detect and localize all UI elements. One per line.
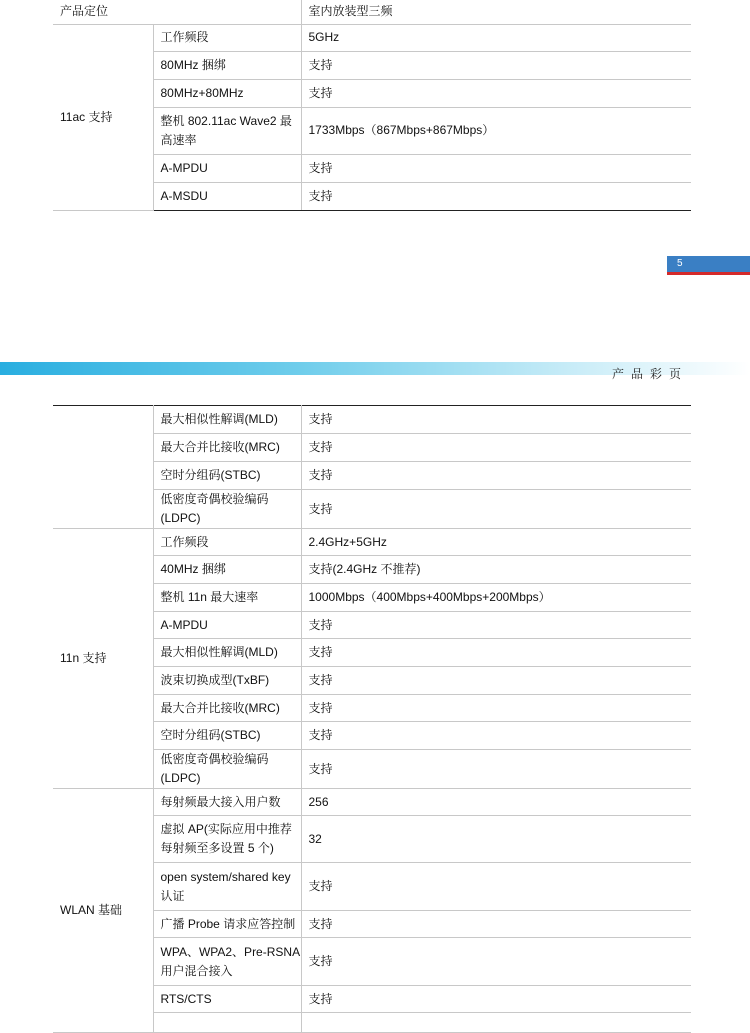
feature-cell: 空时分组码(STBC) (153, 462, 301, 490)
table-row (53, 789, 691, 816)
feature-cell: 低密度奇偶校验编码(LDPC) (153, 490, 301, 529)
spec-table-11n-wlan (53, 405, 691, 1033)
value-cell: 32 (301, 816, 691, 863)
table-row (53, 406, 691, 434)
feature-cell: 空时分组码(STBC) (153, 722, 301, 750)
feature-cell: 最大合并比接收(MRC) (153, 434, 301, 462)
table-row (53, 24, 691, 51)
feature-cell: 80MHz+80MHz (153, 79, 301, 107)
feature-cell: 40MHz 捆绑 (153, 556, 301, 584)
feature-cell: 波束切换成型(TxBF) (153, 667, 301, 695)
value-cell: 1733Mbps（867Mbps+867Mbps） (301, 107, 691, 154)
value-cell: 5GHz (301, 24, 691, 51)
product-position-label: 产品定位 (53, 0, 301, 24)
page-number-underline (667, 272, 750, 275)
feature-cell: 工作频段 (153, 529, 301, 556)
value-cell: 支持 (301, 462, 691, 490)
feature-cell: 最大相似性解调(MLD) (153, 639, 301, 667)
header-title: 产品彩页 (611, 367, 688, 381)
value-cell: 支持 (301, 750, 691, 789)
value-cell: 支持 (301, 667, 691, 695)
product-position-value: 室内放装型三频 (301, 0, 691, 24)
feature-cell: A-MPDU (153, 154, 301, 182)
value-cell: 支持 (301, 79, 691, 107)
feature-cell: 80MHz 捆绑 (153, 51, 301, 79)
feature-cell: 整机 11n 最大速率 (153, 584, 301, 612)
feature-cell: 虚拟 AP(实际应用中推荐每射频至多设置 5 个) (153, 816, 301, 863)
feature-cell: 广播 Probe 请求应答控制 (153, 911, 301, 938)
group-wlan-label: WLAN 基础 (53, 789, 153, 1033)
value-cell: 支持 (301, 986, 691, 1013)
value-cell: 支持 (301, 51, 691, 79)
value-cell: 支持 (301, 911, 691, 938)
table-row (53, 529, 691, 556)
value-cell: 支持 (301, 182, 691, 210)
value-cell: 256 (301, 789, 691, 816)
feature-cell: A-MPDU (153, 612, 301, 639)
value-cell: 支持(2.4GHz 不推荐) (301, 556, 691, 584)
value-cell: 支持 (301, 490, 691, 529)
value-cell: 支持 (301, 154, 691, 182)
feature-cell: RTS/CTS (153, 986, 301, 1013)
table-header-row (53, 0, 691, 24)
value-cell: 支持 (301, 695, 691, 722)
feature-cell: 低密度奇偶校验编码(LDPC) (153, 750, 301, 789)
feature-cell (153, 1013, 301, 1033)
feature-cell: 最大相似性解调(MLD) (153, 406, 301, 434)
feature-cell: open system/shared key 认证 (153, 863, 301, 911)
feature-cell: 整机 802.11ac Wave2 最高速率 (153, 107, 301, 154)
group-11n-label: 11n 支持 (53, 529, 153, 789)
feature-cell: 最大合并比接收(MRC) (153, 695, 301, 722)
value-cell (301, 1013, 691, 1033)
feature-cell: 工作频段 (153, 24, 301, 51)
group-11ac-label: 11ac 支持 (53, 24, 153, 210)
value-cell: 支持 (301, 406, 691, 434)
value-cell: 2.4GHz+5GHz (301, 529, 691, 556)
value-cell: 支持 (301, 722, 691, 750)
feature-cell: WPA、WPA2、Pre-RSNA 用户混合接入 (153, 938, 301, 986)
value-cell: 支持 (301, 612, 691, 639)
feature-cell: A-MSDU (153, 182, 301, 210)
value-cell: 1000Mbps（400Mbps+400Mbps+200Mbps） (301, 584, 691, 612)
page-number: 5 (667, 256, 750, 272)
group-continued-cell (53, 406, 153, 529)
feature-cell: 每射频最大接入用户数 (153, 789, 301, 816)
spec-table-11ac (53, 0, 691, 211)
value-cell: 支持 (301, 863, 691, 911)
value-cell: 支持 (301, 938, 691, 986)
value-cell: 支持 (301, 434, 691, 462)
value-cell: 支持 (301, 639, 691, 667)
